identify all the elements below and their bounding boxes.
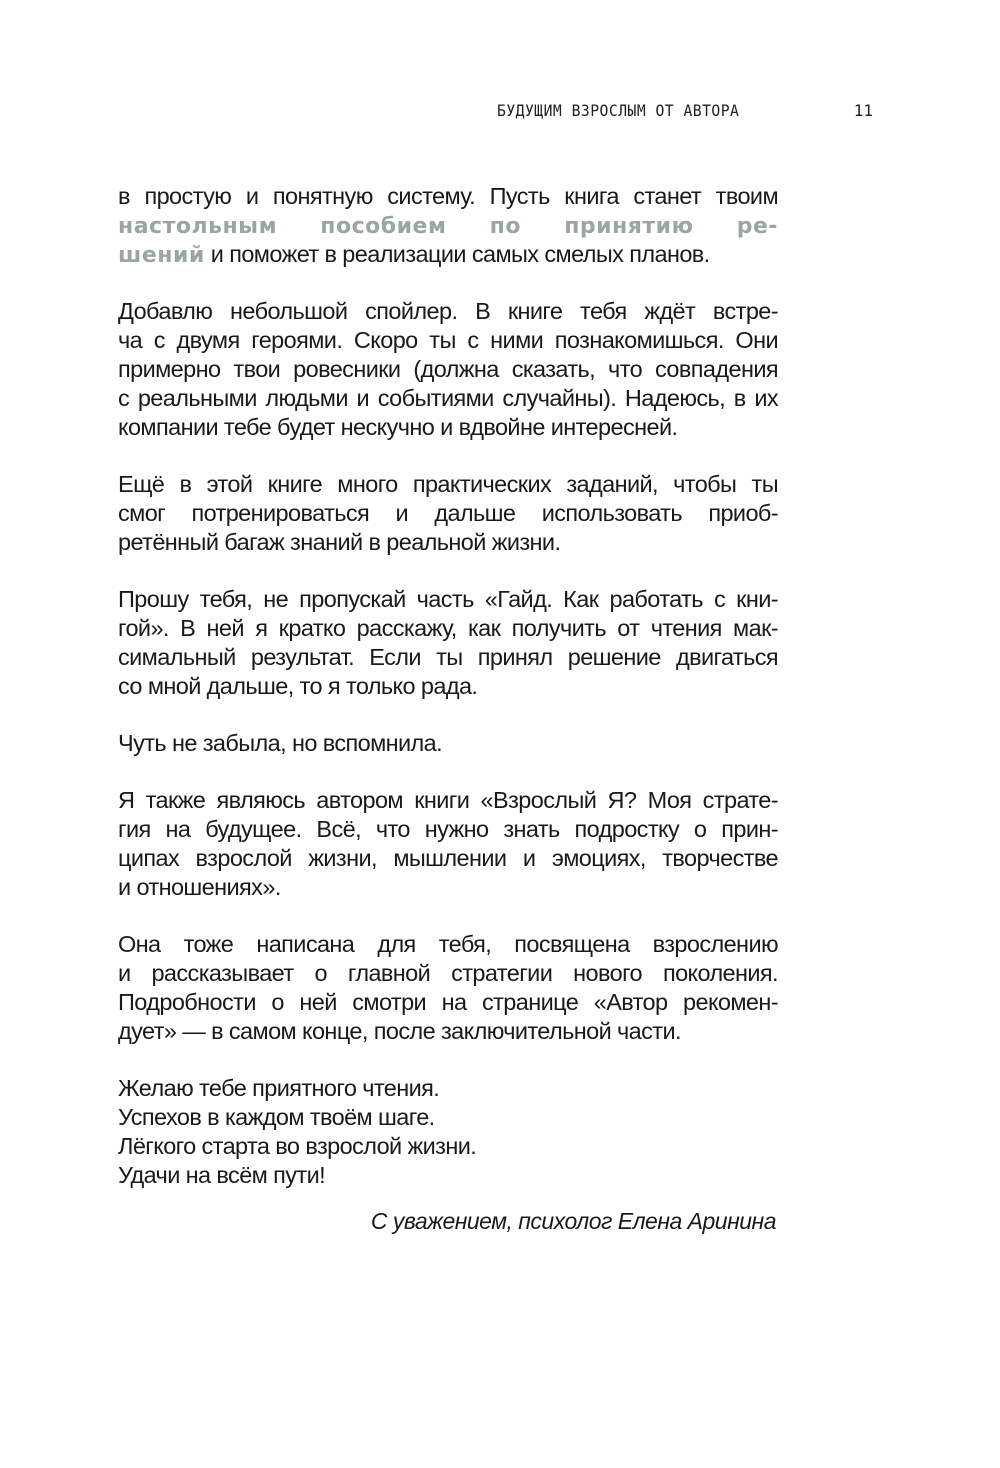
text-line: компании тебе будет нескучно и вдвойне интересней. <box>118 414 678 440</box>
text-line: Успехов в каждом твоём шаге. <box>118 1104 435 1130</box>
text-line: ципах взрослой жизни, мышлении и эмоциях, творчестве <box>118 845 778 871</box>
text-line-highlighted <box>118 211 778 240</box>
text-line: симальный результат. Если ты принял решение двигаться <box>118 644 778 670</box>
text-line: Она тоже написана для тебя, посвящена взрослению <box>118 931 778 957</box>
text-line: Чуть не забыла, но вспомнила. <box>118 730 443 756</box>
highlighted-phrase: шений <box>118 243 205 268</box>
paragraph-guide <box>118 585 778 701</box>
text-line: дует» — в самом конце, после заключительной части. <box>118 1018 681 1044</box>
paragraph-wishes <box>118 1074 778 1190</box>
highlighted-phrase: настольным пособием по принятию ре- <box>118 214 778 239</box>
text-line: и отношениях». <box>118 874 281 900</box>
paragraph-spoiler <box>118 297 778 442</box>
text-line: гия на будущее. Всё, что нужно знать подростку о прин- <box>118 816 778 842</box>
signature: С уважением, психолог Елена Аринина <box>370 1208 776 1234</box>
text-line: Ещё в этой книге много практических заданий, чтобы ты <box>118 471 778 497</box>
page-number: 11 <box>853 101 873 120</box>
text-line: Прошу тебя, не пропускай часть «Гайд. Как работать с кни- <box>118 586 778 612</box>
line-text: и поможет в реализации самых смелых планов. <box>204 241 710 267</box>
paragraph-remembered <box>118 729 778 758</box>
text-line <box>118 240 778 269</box>
paragraph-tasks <box>118 470 778 557</box>
text-line: Я также являюсь автором книги «Взрослый Я? Моя страте- <box>118 787 778 813</box>
paragraph-other-book <box>118 786 778 902</box>
text-line: в простую и понятную систему. Пусть книга станет твоим <box>118 183 778 209</box>
text-line: Подробности о ней смотри на странице «Автор рекомен- <box>118 989 778 1015</box>
text-line: ретённый багаж знаний в реальной жизни. <box>118 529 561 555</box>
text-line: со мной дальше, то я только рада. <box>118 673 478 699</box>
text-line: Лёгкого старта во взрослой жизни. <box>118 1133 477 1159</box>
running-title: БУДУЩИМ ВЗРОСЛЫМ ОТ АВТОРА <box>497 101 740 120</box>
text-line: примерно твои ровесники (должна сказать, что совпадения <box>118 356 778 382</box>
text-line: и рассказывает о главной стратегии нового поколения. <box>118 960 778 986</box>
text-line: Удачи на всём пути! <box>118 1162 326 1188</box>
text-line: гой». В ней я кратко расскажу, как получить от чтения мак- <box>118 615 778 641</box>
body-text <box>118 182 778 1218</box>
text-line: Добавлю небольшой спойлер. В книге тебя ждёт встре- <box>118 298 778 324</box>
text-line: Желаю тебе приятного чтения. <box>118 1075 440 1101</box>
text-line: ча с двумя героями. Скоро ты с ними познакомишься. Они <box>118 327 778 353</box>
running-header <box>497 101 877 125</box>
text-line: с реальными людьми и событиями случайны). Надеюсь, в их <box>118 385 778 411</box>
paragraph-recommends <box>118 930 778 1046</box>
paragraph-intro-end <box>118 182 778 269</box>
text-line: смог потренироваться и дальше использовать приоб- <box>118 500 778 526</box>
